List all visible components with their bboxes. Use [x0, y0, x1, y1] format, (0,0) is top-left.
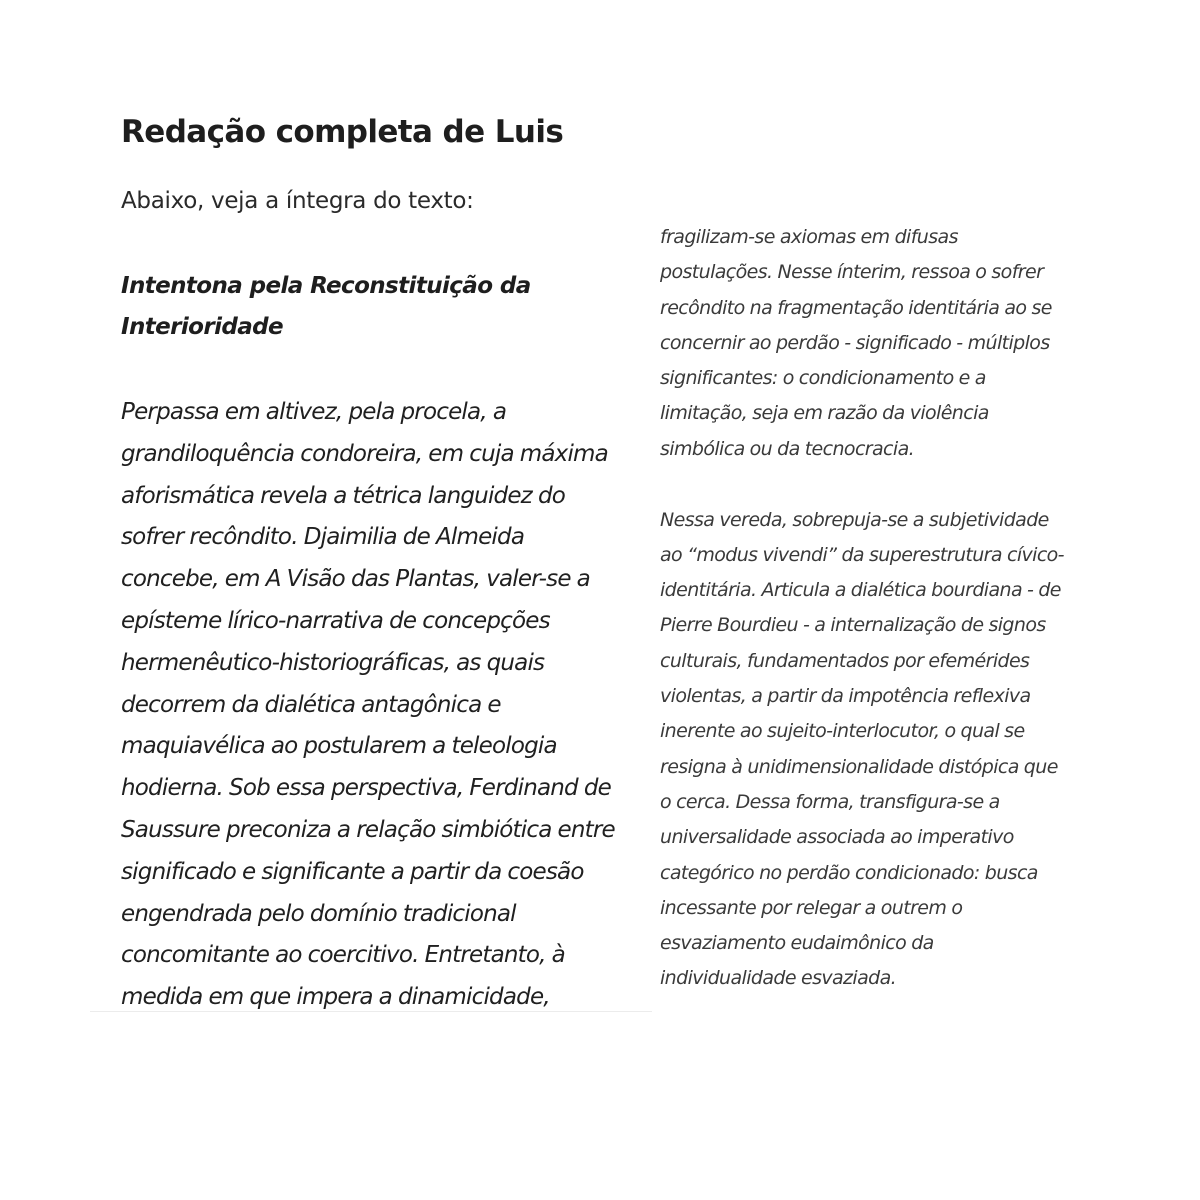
text-line: concebe, em A Visão das Plantas, valer-se a — [121, 566, 590, 593]
essay-paragraph-2 — [660, 503, 1130, 997]
text-line: resigna à unidimensionalidade distópica que — [660, 755, 1058, 778]
text-line: postulações. Nesse ínterim, ressoa o sofrer — [660, 261, 1044, 284]
text-line: hodierna. Sob essa perspectiva, Ferdinand de — [121, 775, 611, 802]
text-line: Nessa vereda, sobrepuja-se a subjetividade — [660, 508, 1049, 531]
essay-title — [121, 266, 591, 348]
text-line: engendrada pelo domínio tradicional — [121, 900, 516, 927]
essay-title-line: Intentona pela Reconstituição da — [121, 273, 531, 299]
text-line: esvaziamento eudaimônico da — [660, 932, 934, 955]
text-line: hermenêutico-historiográficas, as quais — [121, 649, 545, 676]
text-line: identitária. Articula a dialética bourdiana - de — [660, 579, 1061, 602]
text-line: significado e significante a partir da coesão — [121, 858, 584, 885]
text-line: simbólica ou da tecnocracia. — [660, 437, 915, 460]
text-line: individualidade esvaziada. — [660, 967, 897, 990]
text-line: universalidade associada ao imperativo — [660, 826, 1014, 849]
right-essay-panel — [660, 220, 1130, 997]
text-line: Perpassa em altivez, pela procela, a — [121, 399, 507, 425]
text-line: medida em que impera a dinamicidade, — [121, 984, 550, 1011]
text-line: culturais, fundamentados por efemérides — [660, 649, 1030, 672]
text-line: significantes: o condicionamento e a — [660, 367, 986, 390]
text-line: epísteme lírico-narrativa de concepções — [121, 607, 550, 634]
text-line: sofrer recôndito. Djaimilia de Almeida — [121, 524, 525, 551]
text-line: decorrem da dialética antagônica e — [121, 691, 501, 718]
text-line: categórico no perdão condicionado: busca — [660, 861, 1038, 884]
text-line: Pierre Bourdieu - a internalização de signos — [660, 614, 1046, 637]
article-title: Redação completa de Luis — [121, 114, 564, 150]
text-line: concernir ao perdão - significado - múltiplos — [660, 331, 1050, 354]
text-line: o cerca. Dessa forma, transfigura-se a — [660, 790, 1000, 813]
text-line: aforismática revela a tétrica languidez do — [121, 482, 566, 509]
text-line: Saussure preconiza a relação simbiótica entre — [121, 816, 615, 843]
essay-paragraph-1 — [121, 392, 652, 1012]
essay-paragraph-1-continued — [660, 220, 1130, 467]
text-line: grandiloquência condoreira, em cuja máxima — [121, 440, 608, 467]
text-line: incessante por relegar a outrem o — [660, 896, 963, 919]
text-line: limitação, seja em razão da violência — [660, 402, 989, 425]
essay-title-line: Interioridade — [121, 314, 284, 340]
text-line: inerente ao sujeito-interlocutor, o qual se — [660, 720, 1025, 743]
article-intro: Abaixo, veja a íntegra do texto: — [121, 188, 474, 214]
text-line: maquiavélica ao postularem a teleologia — [121, 733, 557, 760]
text-line: violentas, a partir da impotência reflexiva — [660, 685, 1031, 708]
text-line: concomitante ao coercitivo. Entretanto, à — [121, 942, 565, 969]
text-line: recôndito na fragmentação identitária ao se — [660, 296, 1052, 319]
text-line: fragilizam-se axiomas em difusas — [660, 226, 958, 248]
left-essay-panel — [0, 0, 652, 1012]
panel-divider — [90, 1011, 652, 1012]
text-line: ao “modus vivendi” da superestrutura cívico- — [660, 543, 1064, 566]
